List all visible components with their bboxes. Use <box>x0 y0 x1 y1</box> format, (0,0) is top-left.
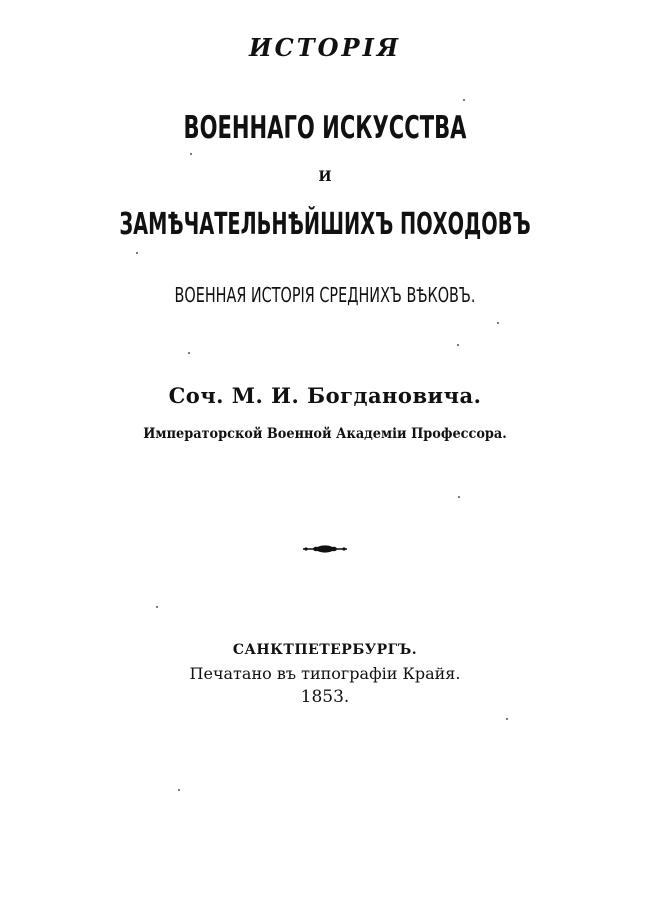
scan-speck <box>497 322 499 324</box>
printer-line: Печатано въ типографіи Крайя. <box>189 664 461 683</box>
scan-speck <box>190 153 192 155</box>
book-heading: ИСТОРІЯ <box>249 33 401 62</box>
author-line: Соч. М. И. Богдановича. <box>168 383 482 408</box>
author-position: Императорской Военной Академіи Профессора. <box>143 426 507 442</box>
publication-city: САНКТПЕТЕРБУРГЪ. <box>232 642 418 658</box>
scan-speck <box>463 99 465 101</box>
title-line-2: ЗАМѢЧАТЕЛЬНѢЙШИХЪ ПОХОДОВЪ <box>119 207 531 242</box>
title-line-1: ВОЕННАГО ИСКУССТВА <box>183 110 467 146</box>
subtitle: ВОЕННАЯ ИСТОРІЯ СРЕДНИХЪ ВѢКОВЪ. <box>174 283 476 307</box>
scan-speck <box>188 352 190 354</box>
scan-speck <box>156 606 158 608</box>
ornamental-rule-icon <box>301 544 349 554</box>
scan-speck <box>458 496 460 498</box>
scan-speck <box>178 789 180 791</box>
scan-speck <box>136 252 138 254</box>
publication-year: 1853. <box>300 687 350 707</box>
scan-speck <box>457 344 459 346</box>
title-conjunction: И <box>318 169 332 185</box>
scan-speck <box>506 718 508 720</box>
